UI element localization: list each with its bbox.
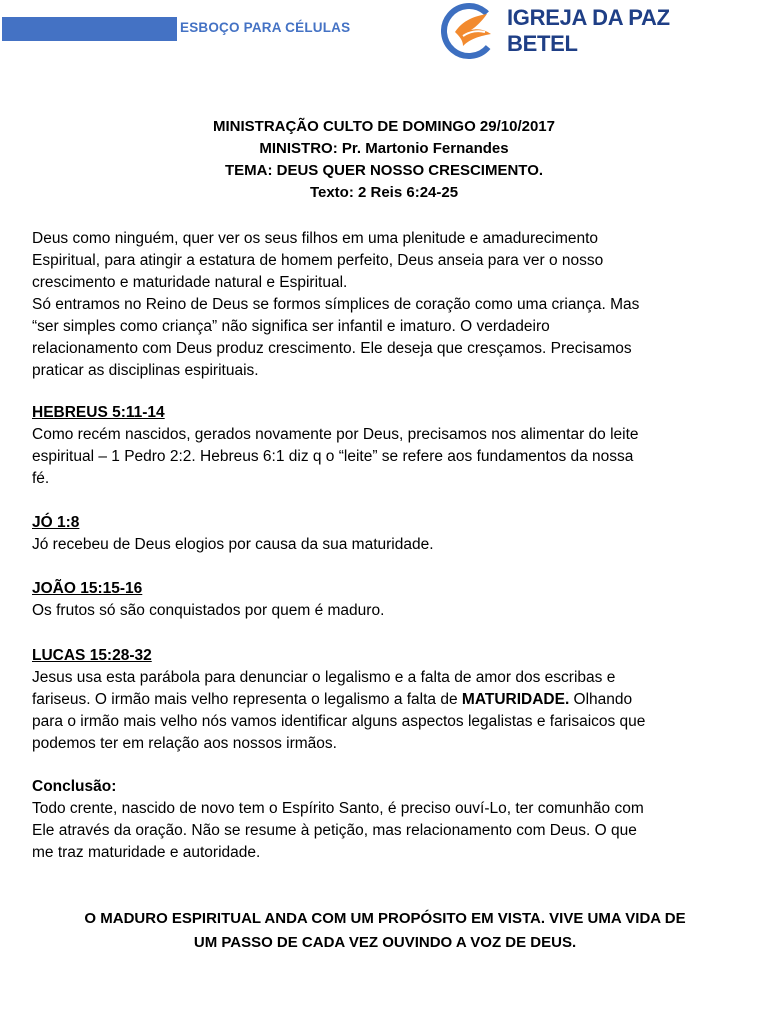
intro-line: Deus como ninguém, quer ver os seus filhos em uma plenitude e amadurecimento (32, 230, 599, 247)
section-line-part: fariseus. O irmão mais velho representa o legalismo a falta de (32, 691, 462, 708)
section-line: para o irmão mais velho nós vamos identificar alguns aspectos legalistas e farisaicos que (32, 713, 646, 730)
intro-line: Espiritual, para atingir a estatura de homem perfeito, Deus anseia para ver o nosso (32, 252, 604, 269)
section-title: Conclusão: (32, 778, 117, 795)
section-title: JOÃO 15:15-16 (32, 580, 143, 597)
intro-line: “ser simples como criança” não significa ser infantil e imaturo. O verdadeiro (32, 318, 550, 335)
logo-text: IGREJA DA PAZ BETEL (507, 5, 670, 56)
intro-line: relacionamento com Deus produz crescimento. Ele deseja que cresçamos. Precisamos (32, 340, 632, 357)
section-joao (32, 578, 752, 622)
section-line: Como recém nascidos, gerados novamente por Deus, precisamos nos alimentar do leite (32, 426, 639, 443)
scripture-line: Texto: 2 Reis 6:24-25 (309, 184, 459, 201)
section-line: Jesus usa esta parábola para denunciar o legalismo e a falta de amor dos escribas e (32, 669, 616, 686)
section-line: espiritual – 1 Pedro 2:2. Hebreus 6:1 diz q o “leite” se refere aos fundamentos da nossa (32, 448, 634, 465)
document-type-label: ESBOÇO PARA CÉLULAS (180, 20, 351, 35)
section-line (32, 689, 752, 711)
theme-line: TEMA: DEUS QUER NOSSO CRESCIMENTO. (224, 162, 544, 179)
section-line: Os frutos só são conquistados por quem é maduro. (32, 602, 385, 619)
intro-line: praticar as disciplinas espirituais. (32, 362, 259, 379)
section-line: me traz maturidade e autoridade. (32, 844, 261, 861)
section-title: HEBREUS 5:11-14 (32, 404, 165, 421)
header-accent-bar (2, 17, 177, 41)
closing-statement (30, 907, 740, 955)
section-lucas (32, 645, 752, 755)
section-hebreus (32, 402, 752, 490)
section-line: podemos ter em relação aos nossos irmãos. (32, 735, 337, 752)
dove-logo-icon (441, 2, 505, 60)
section-title: LUCAS 15:28-32 (32, 647, 152, 664)
intro-paragraph (32, 228, 752, 382)
section-title: JÓ 1:8 (32, 514, 80, 531)
section-line-part: Olhando (569, 691, 633, 708)
section-line: Ele através da oração. Não se resume à petição, mas relacionamento com Deus. O que (32, 822, 637, 839)
section-line: fé. (32, 470, 50, 487)
closing-line: UM PASSO DE CADA VEZ OUVINDO A VOZ DE DEUS. (193, 934, 577, 951)
intro-line: crescimento e maturidade natural e Espiritual. (32, 274, 348, 291)
section-line: Todo crente, nascido de novo tem o Espírito Santo, é preciso ouví-Lo, ter comunhão com (32, 800, 644, 817)
church-logo (441, 2, 741, 60)
emphasis-maturidade: MATURIDADE. (461, 691, 570, 708)
closing-line: O MADURO ESPIRITUAL ANDA COM UM PROPÓSITO EM VISTA. VIVE UMA VIDA DE (84, 910, 686, 927)
section-conclusao (32, 776, 752, 864)
minister-line: MINISTRO: Pr. Martonio Fernandes (259, 140, 509, 157)
section-jo (32, 512, 752, 556)
section-line: Jó recebeu de Deus elogios por causa da sua maturidade. (32, 536, 434, 553)
intro-line: Só entramos no Reino de Deus se formos símplices de coração como uma criança. Mas (32, 296, 640, 313)
sermon-title: MINISTRAÇÃO CULTO DE DOMINGO 29/10/2017 (212, 118, 555, 135)
